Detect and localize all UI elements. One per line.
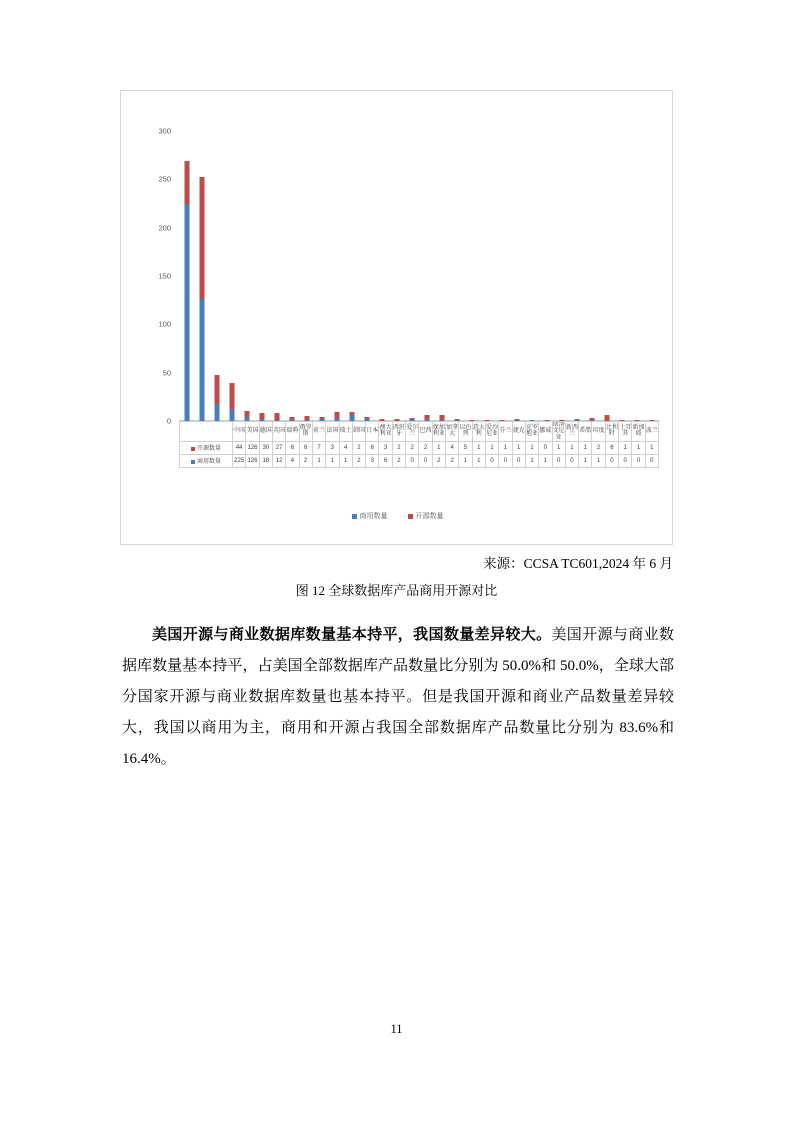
value-cell: 27 xyxy=(272,441,285,454)
category-label-cell: 荷兰 xyxy=(312,422,325,442)
bar-column xyxy=(569,131,584,421)
bar-column xyxy=(194,131,209,421)
bar-column xyxy=(479,131,494,421)
value-cell: 6 xyxy=(605,441,618,454)
value-cell: 0 xyxy=(619,454,632,467)
bar-column xyxy=(389,131,404,421)
value-cell: 126 xyxy=(246,454,259,467)
legend-swatch-icon xyxy=(408,514,413,519)
bar-stack xyxy=(274,413,279,421)
value-cell: 2 xyxy=(352,454,365,467)
legend-item: 开源数量 xyxy=(408,513,444,520)
value-cell: 0 xyxy=(499,454,512,467)
value-cell: 0 xyxy=(605,454,618,467)
y-tick-label: 250 xyxy=(158,174,171,184)
value-cell: 0 xyxy=(406,454,419,467)
value-cell: 0 xyxy=(632,454,645,467)
category-label-cell: 西班牙 xyxy=(392,422,405,442)
bar-column xyxy=(494,131,509,421)
value-cell: 1 xyxy=(579,441,592,454)
bar-column xyxy=(629,131,644,421)
legend-swatch-icon xyxy=(191,460,195,464)
category-label-cell: 挪威 xyxy=(539,422,552,442)
value-cell: 4 xyxy=(446,441,459,454)
bar-column xyxy=(269,131,284,421)
bar-stack xyxy=(214,375,219,421)
value-cell: 2 xyxy=(392,454,405,467)
value-cell: 2 xyxy=(446,454,459,467)
value-cell: 2 xyxy=(352,441,365,454)
y-tick-label: 200 xyxy=(158,223,171,233)
bar-column xyxy=(434,131,449,421)
value-cell: 3 xyxy=(326,441,339,454)
value-cell: 1 xyxy=(432,441,445,454)
bar-segment-opensource xyxy=(274,413,279,420)
category-label-cell: 意大利 xyxy=(472,422,485,442)
category-label-cell: 比利时 xyxy=(605,422,618,442)
bar-column xyxy=(644,131,659,421)
value-cell: 0 xyxy=(565,454,578,467)
value-cell: 18 xyxy=(259,454,272,467)
bar-stack xyxy=(184,161,189,421)
value-cell: 6 xyxy=(286,441,299,454)
value-cell: 1 xyxy=(485,441,498,454)
value-cell: 1 xyxy=(619,441,632,454)
value-cell: 1 xyxy=(499,441,512,454)
value-cell: 3 xyxy=(379,441,392,454)
bar-segment-commercial xyxy=(229,409,234,421)
y-tick-label: 100 xyxy=(158,319,171,329)
bar-column xyxy=(524,131,539,421)
value-cell: 0 xyxy=(485,454,498,467)
paragraph-rest: 美国开源与商业数据库数量基本持平，占美国全部数据库产品数量比分别为 50.0%和 50.0%，全球大部分国家开源与商业数据库数量也基本持平。但是我国开源和商业产品数量差异较大，我国以商用为主，商用和开源占我国全部数据库产品数量比分别为 83.6%和 16.4%。 xyxy=(122,627,674,767)
value-cell: 1 xyxy=(472,454,485,467)
table-corner-cell xyxy=(180,422,233,442)
value-cell: 1 xyxy=(539,454,552,467)
bar-column xyxy=(539,131,554,421)
paragraph-lead: 美国开源与商业数据库数量基本持平，我国数量差异较大。 xyxy=(152,627,552,643)
body-paragraph xyxy=(122,620,674,775)
value-cell: 1 xyxy=(565,441,578,454)
figure-caption: 图 12 全球数据库产品商用开源对比 xyxy=(295,583,498,598)
category-label-cell: 波兰 xyxy=(645,422,658,442)
value-cell: 1 xyxy=(512,441,525,454)
value-cell: 2 xyxy=(406,441,419,454)
category-label-cell: 俄罗斯 xyxy=(299,422,312,442)
category-label-cell: 新加坡 xyxy=(632,422,645,442)
table-row xyxy=(180,422,659,442)
bar-column xyxy=(284,131,299,421)
bar-column xyxy=(374,131,389,421)
category-label-cell: 斯洛文尼亚 xyxy=(552,422,565,441)
value-cell: 1 xyxy=(645,441,658,454)
bar-stack xyxy=(199,177,204,421)
table-row xyxy=(180,441,659,454)
category-label-cell: 日本 xyxy=(366,422,379,442)
bar-column xyxy=(344,131,359,421)
category-label-cell: 爱沙尼亚 xyxy=(485,422,498,442)
value-cell: 0 xyxy=(552,454,565,467)
bar-column xyxy=(449,131,464,421)
value-cell: 1 xyxy=(525,454,538,467)
category-label-cell: 巴西 xyxy=(419,422,432,442)
value-cell: 6 xyxy=(299,441,312,454)
bar-column xyxy=(509,131,524,421)
y-tick-label: 50 xyxy=(162,368,171,378)
bar-series-group xyxy=(179,131,659,421)
value-cell: 0 xyxy=(645,454,658,467)
bar-column xyxy=(554,131,569,421)
value-cell: 2 xyxy=(592,441,605,454)
value-cell: 1 xyxy=(632,441,645,454)
value-cell: 2 xyxy=(419,441,432,454)
category-label-cell: 加拿大 xyxy=(446,422,459,442)
bar-segment-opensource xyxy=(214,375,219,404)
value-cell: 1 xyxy=(326,454,339,467)
y-tick-label: 300 xyxy=(158,126,171,136)
bar-column xyxy=(464,131,479,421)
figure-source: 来源：CCSA TC601,2024 年 6 月 xyxy=(483,556,673,571)
table-row xyxy=(180,454,659,467)
page-number: 11 xyxy=(390,1022,403,1036)
value-cell: 0 xyxy=(419,454,432,467)
body-text xyxy=(122,620,674,775)
category-label-cell: 土耳其 xyxy=(619,422,632,442)
bar-column xyxy=(179,131,194,421)
series-label-cell: 商用数量 xyxy=(180,454,233,467)
legend-swatch-icon xyxy=(352,514,357,519)
bar-column xyxy=(584,131,599,421)
category-label-cell: 美国 xyxy=(246,422,259,442)
value-cell: 2 xyxy=(432,454,445,467)
value-cell: 5 xyxy=(459,441,472,454)
data-table xyxy=(179,421,659,468)
category-label-cell: 克罗地亚 xyxy=(525,422,538,442)
figure-chart-container xyxy=(120,90,673,545)
value-cell: 225 xyxy=(233,454,246,467)
y-tick-label: 150 xyxy=(158,271,171,281)
value-cell: 1 xyxy=(579,454,592,467)
category-label-cell: 英国 xyxy=(272,422,285,442)
series-label-cell: 开源数量 xyxy=(180,441,233,454)
category-label-cell: 保加利亚 xyxy=(432,422,445,442)
value-cell: 12 xyxy=(272,454,285,467)
bar-column xyxy=(614,131,629,421)
value-cell: 2 xyxy=(392,441,405,454)
legend-swatch-icon xyxy=(191,447,195,451)
bar-column xyxy=(239,131,254,421)
category-label-cell: 法国 xyxy=(326,422,339,442)
bar-stack xyxy=(229,383,234,421)
value-cell: 1 xyxy=(525,441,538,454)
value-cell: 3 xyxy=(366,454,379,467)
category-label-cell: 瑞士 xyxy=(339,422,352,442)
bar-column xyxy=(209,131,224,421)
bar-stack xyxy=(244,411,249,421)
value-cell: 30 xyxy=(259,441,272,454)
bar-stack xyxy=(349,412,354,421)
value-cell: 1 xyxy=(592,454,605,467)
plot-area xyxy=(179,131,659,421)
value-cell: 0 xyxy=(539,441,552,454)
category-label-cell: 新西兰 xyxy=(565,422,578,442)
bar-column xyxy=(359,131,374,421)
category-label-cell: 爱尔兰 xyxy=(406,422,419,442)
category-label-cell: 中国 xyxy=(233,422,246,442)
bar-column xyxy=(254,131,269,421)
data-table-body xyxy=(180,422,659,468)
value-cell: 1 xyxy=(312,454,325,467)
bar-column xyxy=(329,131,344,421)
value-cell: 44 xyxy=(233,441,246,454)
value-cell: 7 xyxy=(312,441,325,454)
category-label-cell: 澳大利亚 xyxy=(379,422,392,442)
bar-segment-commercial xyxy=(214,404,219,421)
category-label-cell: 以色列 xyxy=(459,422,472,442)
value-cell: 1 xyxy=(552,441,565,454)
value-cell: 6 xyxy=(379,454,392,467)
y-tick-label: 0 xyxy=(166,416,171,426)
category-label-cell: 芬兰 xyxy=(499,422,512,442)
category-label-cell: 德国 xyxy=(259,422,272,442)
bar-column xyxy=(419,131,434,421)
chart xyxy=(121,91,674,546)
value-cell: 0 xyxy=(512,454,525,467)
category-label-cell: 韩国 xyxy=(352,422,365,442)
bar-stack xyxy=(259,413,264,421)
value-cell: 2 xyxy=(299,454,312,467)
bar-segment-opensource xyxy=(184,161,189,204)
value-cell: 4 xyxy=(286,454,299,467)
value-cell: 6 xyxy=(366,441,379,454)
bar-segment-opensource xyxy=(229,383,234,409)
bar-column xyxy=(599,131,614,421)
bar-column xyxy=(314,131,329,421)
category-label-cell: 希腊 xyxy=(579,422,592,442)
category-label-cell: 印度 xyxy=(592,422,605,442)
bar-column xyxy=(404,131,419,421)
bar-segment-opensource xyxy=(199,177,204,299)
y-axis xyxy=(121,126,175,426)
bar-column xyxy=(299,131,314,421)
value-cell: 1 xyxy=(459,454,472,467)
value-cell: 1 xyxy=(339,454,352,467)
category-label-cell: 瑞典 xyxy=(286,422,299,442)
bar-stack xyxy=(334,412,339,421)
value-cell: 126 xyxy=(246,441,259,454)
bar-segment-commercial xyxy=(199,299,204,421)
category-label-cell: 捷克 xyxy=(512,422,525,442)
bar-column xyxy=(224,131,239,421)
bar-segment-commercial xyxy=(184,204,189,422)
legend-item: 商用数量 xyxy=(352,513,388,520)
value-cell: 1 xyxy=(472,441,485,454)
value-cell: 4 xyxy=(339,441,352,454)
chart-legend xyxy=(121,511,674,521)
